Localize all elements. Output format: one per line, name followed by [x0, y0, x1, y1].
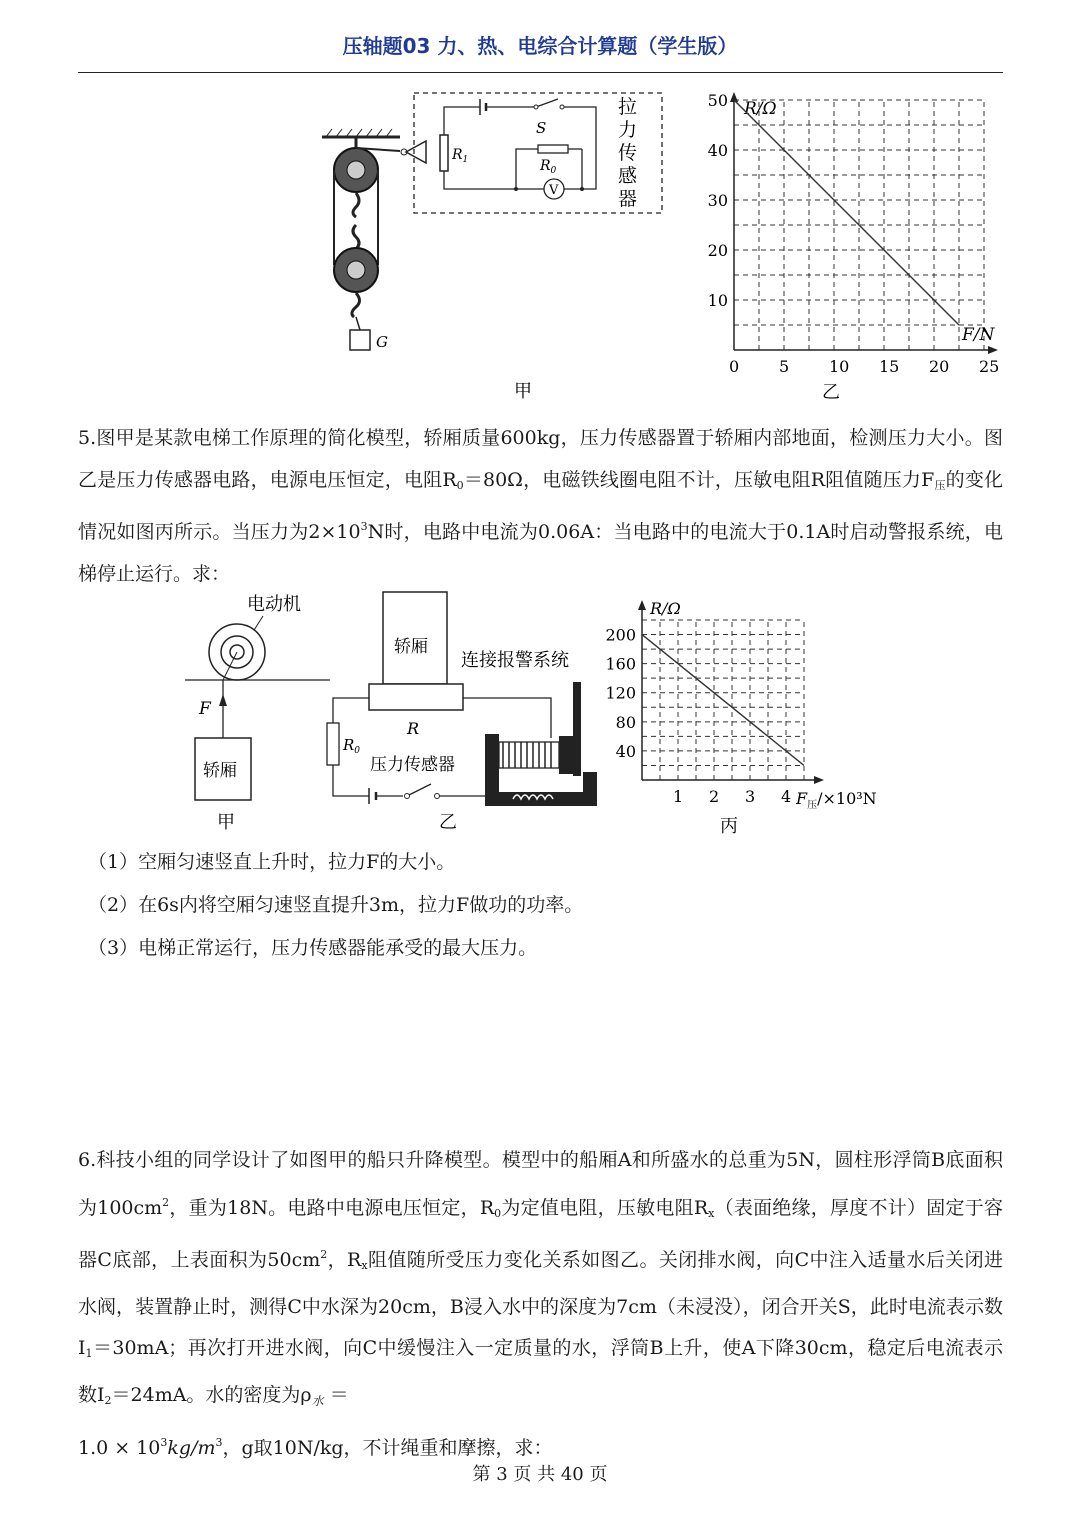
x-tick-label: 5 — [779, 357, 790, 376]
svg-text:轿厢: 轿厢 — [203, 761, 237, 781]
page-footer: 第 3 页 共 40 页 — [472, 1464, 608, 1485]
svg-text:轿厢: 轿厢 — [394, 637, 428, 657]
svg-text:力: 力 — [618, 119, 638, 141]
x-tick-label: 2 — [709, 787, 720, 806]
chart-resistance-force-1 — [700, 88, 1010, 408]
y-tick-label: 200 — [605, 625, 636, 645]
svg-text:压力传感器: 压力传感器 — [370, 755, 455, 775]
question-5-2: （2）在6s内将空厢匀速竖直提升3m，拉力F做功的功率。 — [88, 894, 584, 916]
y-tick-label: 120 — [605, 683, 636, 703]
question-5-1: （1）空厢匀速竖直上升时，拉力F的大小。 — [88, 851, 456, 873]
svg-text:拉: 拉 — [618, 96, 638, 118]
x-tick-label: 1 — [673, 787, 684, 806]
svg-text:V: V — [549, 183, 559, 198]
y-tick-label: 80 — [615, 712, 636, 732]
problem6-text: 6.科技小组的同学设计了如图甲的船只升降模型。模型中的船厢A和所盛水的总重为5N，圆柱形浮筒B底面积为$100cm^2$，重为18N。电路中电源电压恒定，$R_0$为定值电阻，压敏电阻$R_x$（表面绝缘，厚度不计）固定于容器C底部，上表面积为$50cm^2$，$R_x$阻值随所受压力变化关系如图乙。关闭排水阀，向C中注入适量水后关闭进水阀，装置静止时，测得C中水深为20cm，B浸入水中的深度为7cm（未浸没），闭合开关S，此时电流表示数$I_1=30mA$；再次打开进水阀，向C中缓慢注入一定质量的水，浮筒B上升，使A下降30cm，稳定后电流表示数$I_2=24mA$。水的密度为$\rho_水$ ＝ $1.0 \times 10^3kg/m^3$，g取10N/kg，不计绳重和摩擦，求： — [78, 1149, 1004, 1459]
y-tick-label: 40 — [615, 741, 636, 761]
resistor-r0 — [538, 145, 568, 153]
y-tick-label: 20 — [707, 241, 728, 260]
question-5-3: （3）电梯正常运行，压力传感器能承受的最大压力。 — [88, 937, 538, 959]
series-line — [642, 635, 804, 766]
x-tick-label: 0 — [729, 357, 740, 376]
switch-b — [407, 784, 431, 796]
figure-pulley-circuit — [300, 85, 680, 405]
svg-text:甲: 甲 — [217, 812, 235, 833]
x-tick-label: 10 — [829, 357, 850, 376]
y-axis-label: R/Ω — [744, 99, 777, 119]
problem5-text: 5.图甲是某款电梯工作原理的简化模型，轿厢质量600kg，压力传感器置于轿厢内部地面，检测压力大小。图乙是压力传感器电路，电源电压恒定，电阻$R_0=80\Omega$，电磁铁线圈电阻不计，压敏电阻R阻值随压力$F_压$的变化情况如图丙所示。当压力为$2\times 10^3N$时，电路中电流为0.06A：当电路中的电流大于0.1A时启动警报系统，电梯停止运行。求： — [78, 427, 1004, 585]
svg-text:S: S — [536, 119, 547, 137]
y-tick-label: 10 — [707, 291, 728, 310]
y-tick-label: 30 — [707, 191, 728, 210]
switch-s — [536, 99, 558, 107]
series-line — [734, 100, 959, 325]
x-tick-label: 15 — [879, 357, 900, 376]
svg-text:R: R — [407, 719, 420, 738]
page-header: 压轴题03 力、热、电综合计算题（学生版） — [342, 34, 738, 58]
header-divider — [78, 72, 1003, 73]
svg-text:R1: $R_1$ — [452, 147, 469, 165]
x-tick-label: 25 — [979, 357, 1000, 376]
chart1-caption: 乙 — [822, 382, 840, 403]
svg-text:连接报警系统: 连接报警系统 — [461, 650, 569, 671]
y-tick-label: 50 — [707, 91, 728, 110]
svg-text:F: F — [199, 699, 211, 719]
svg-text:电动机: 电动机 — [247, 594, 301, 615]
y-tick-label: 160 — [605, 654, 636, 674]
figure1-caption-a: 甲 — [514, 381, 532, 402]
svg-text:R0: $R_0$ — [343, 736, 361, 756]
weight-label: G — [376, 333, 388, 351]
svg-text:乙: 乙 — [439, 812, 457, 833]
x-axis-label: F/N — [962, 325, 995, 345]
y-axis-label: R/Ω — [650, 599, 681, 618]
svg-text:器: 器 — [618, 188, 638, 210]
svg-text:R0: $R_0$ — [540, 158, 557, 176]
svg-text:感: 感 — [618, 165, 638, 187]
pressure-resistor — [369, 684, 463, 710]
y-tick-label: 40 — [707, 141, 728, 160]
chart-resistance-force-2 — [600, 596, 900, 841]
x-tick-label: 3 — [745, 787, 756, 806]
svg-text:传: 传 — [618, 142, 638, 164]
sensor-label — [618, 96, 637, 210]
x-axis-label: $F_压/\times 10^3N$ — [796, 789, 877, 811]
chart2-caption: 丙 — [720, 816, 738, 837]
figure-elevator — [185, 588, 625, 843]
resistor-r0-b — [327, 723, 339, 765]
x-tick-label: 20 — [929, 357, 950, 376]
resistor-r1 — [440, 135, 448, 171]
weight-block — [350, 330, 370, 350]
x-tick-label: 4 — [781, 787, 792, 806]
